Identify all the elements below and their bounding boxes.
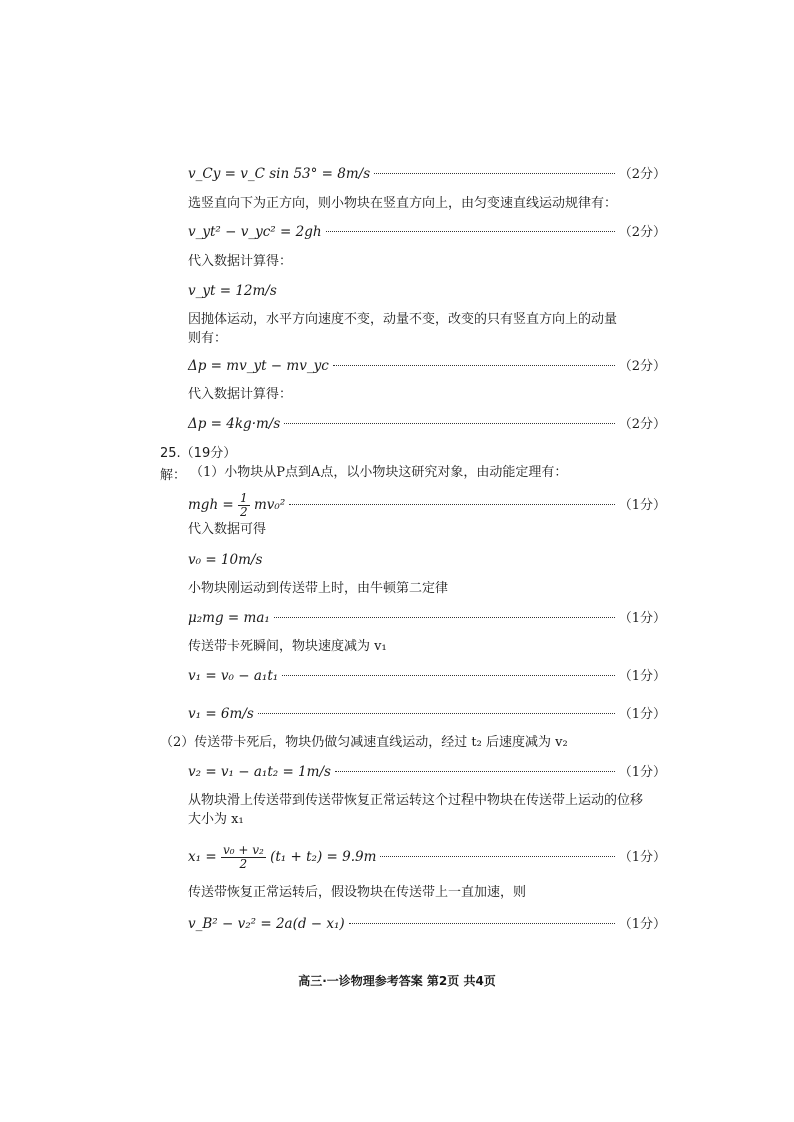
equation: μ₂mg = ma₁ [188,610,270,626]
score: （2分） [618,359,666,374]
eq-rhs: mv₀² [253,497,286,513]
equation: v_yt² − v_yc² = 2gh [188,224,322,240]
text-line: 大小为 x₁ [188,812,244,827]
score: （1分） [618,765,666,780]
equation: v₀ = 10m/s [188,552,263,568]
fraction [221,844,266,871]
dot-leader [374,173,615,174]
score: （1分） [618,611,666,626]
text-line: 选竖直向下为正方向，则小物块在竖直方向上，由匀变速直线运动规律有： [188,196,618,211]
equation [188,844,376,871]
score: （1分） [618,669,666,684]
fraction-numerator: 1 [240,491,248,505]
score: （2分） [618,225,666,240]
dot-leader [380,856,614,857]
equation: v₁ = 6m/s [188,706,254,722]
fraction [238,492,250,519]
question-heading: 25.（19分） [160,446,237,461]
text-line: 传送带卡死瞬间，物块速度减为 v₁ [188,639,387,654]
text-line: 代入数据计算得： [188,387,293,402]
eq-vcy [188,164,666,185]
eq-v1-formula [188,666,666,687]
text-line: 代入数据可得 [188,522,267,537]
text-line: 因抛体运动，水平方向速度不变，动量不变，改变的只有竖直方向上的动量 [188,312,618,327]
score: （1分） [618,707,666,722]
text-line: 传送带恢复正常运转后，假设物块在传送带上一直加速，则 [188,885,527,900]
eq-v0 [188,550,666,570]
fraction-numerator: v₀ + v₂ [222,843,264,857]
dot-leader [282,675,615,676]
eq-energy [188,492,666,519]
eq-vyt [188,281,666,301]
equation: Δp = 4kg·m/s [188,416,281,432]
dot-leader [274,617,615,618]
eq-vb [188,914,666,935]
dot-leader [326,231,615,232]
dot-leader [289,504,614,505]
score: （2分） [618,417,666,432]
solution-label: 解： [160,468,187,483]
score: （1分） [618,917,666,932]
eq-v2 [188,762,666,783]
eq-delta-p-value [188,414,666,435]
equation: v_Cy = v_C sin 53° = 8m/s [188,166,371,182]
eq-x1 [188,844,666,871]
dot-leader [335,771,615,772]
equation: v₂ = v₁ − a₁t₂ = 1m/s [188,764,331,780]
dot-leader [333,365,615,366]
fraction-denominator: 2 [239,857,248,871]
text-line: 代入数据计算得： [188,254,293,269]
eq-lhs: mgh = [188,497,234,513]
eq-lhs: x₁ = [188,849,217,865]
score: （2分） [618,167,666,182]
text-line: 从物块滑上传送带到传送带恢复正常运转这个过程中物块在传送带上运动的位移 [188,793,644,808]
fraction-denominator: 2 [240,505,248,519]
equation: Δp = mv_yt − mv_yc [188,358,329,374]
dot-leader [349,923,615,924]
eq-newton [188,608,666,629]
text-line: 则有： [188,331,228,346]
eq-delta-p [188,356,666,377]
part-1-intro: （1）小物块从P点到A点，以小物块这研究对象，由动能定理有： [190,465,568,480]
eq-v1-value [188,704,666,725]
equation [188,492,285,519]
part-2-intro: （2）传送带卡死后，物块仍做匀减速直线运动，经过 t₂ 后速度减为 v₂ [160,735,568,750]
eq-rhs: (t₁ + t₂) = 9.9m [270,849,377,865]
score: （1分） [618,850,666,865]
equation: v_yt = 12m/s [188,283,277,299]
text-line: 小物块刚运动到传送带上时，由牛顿第二定律 [188,581,449,596]
dot-leader [258,713,615,714]
eq-vyt-squared [188,222,666,243]
equation: v₁ = v₀ − a₁t₁ [188,668,279,684]
dot-leader [284,423,614,424]
equation: v_B² − v₂² = 2a(d − x₁) [188,916,345,932]
score: （1分） [618,498,666,513]
page-footer: 高三·一诊物理参考答案 第2页 共4页 [298,974,496,988]
